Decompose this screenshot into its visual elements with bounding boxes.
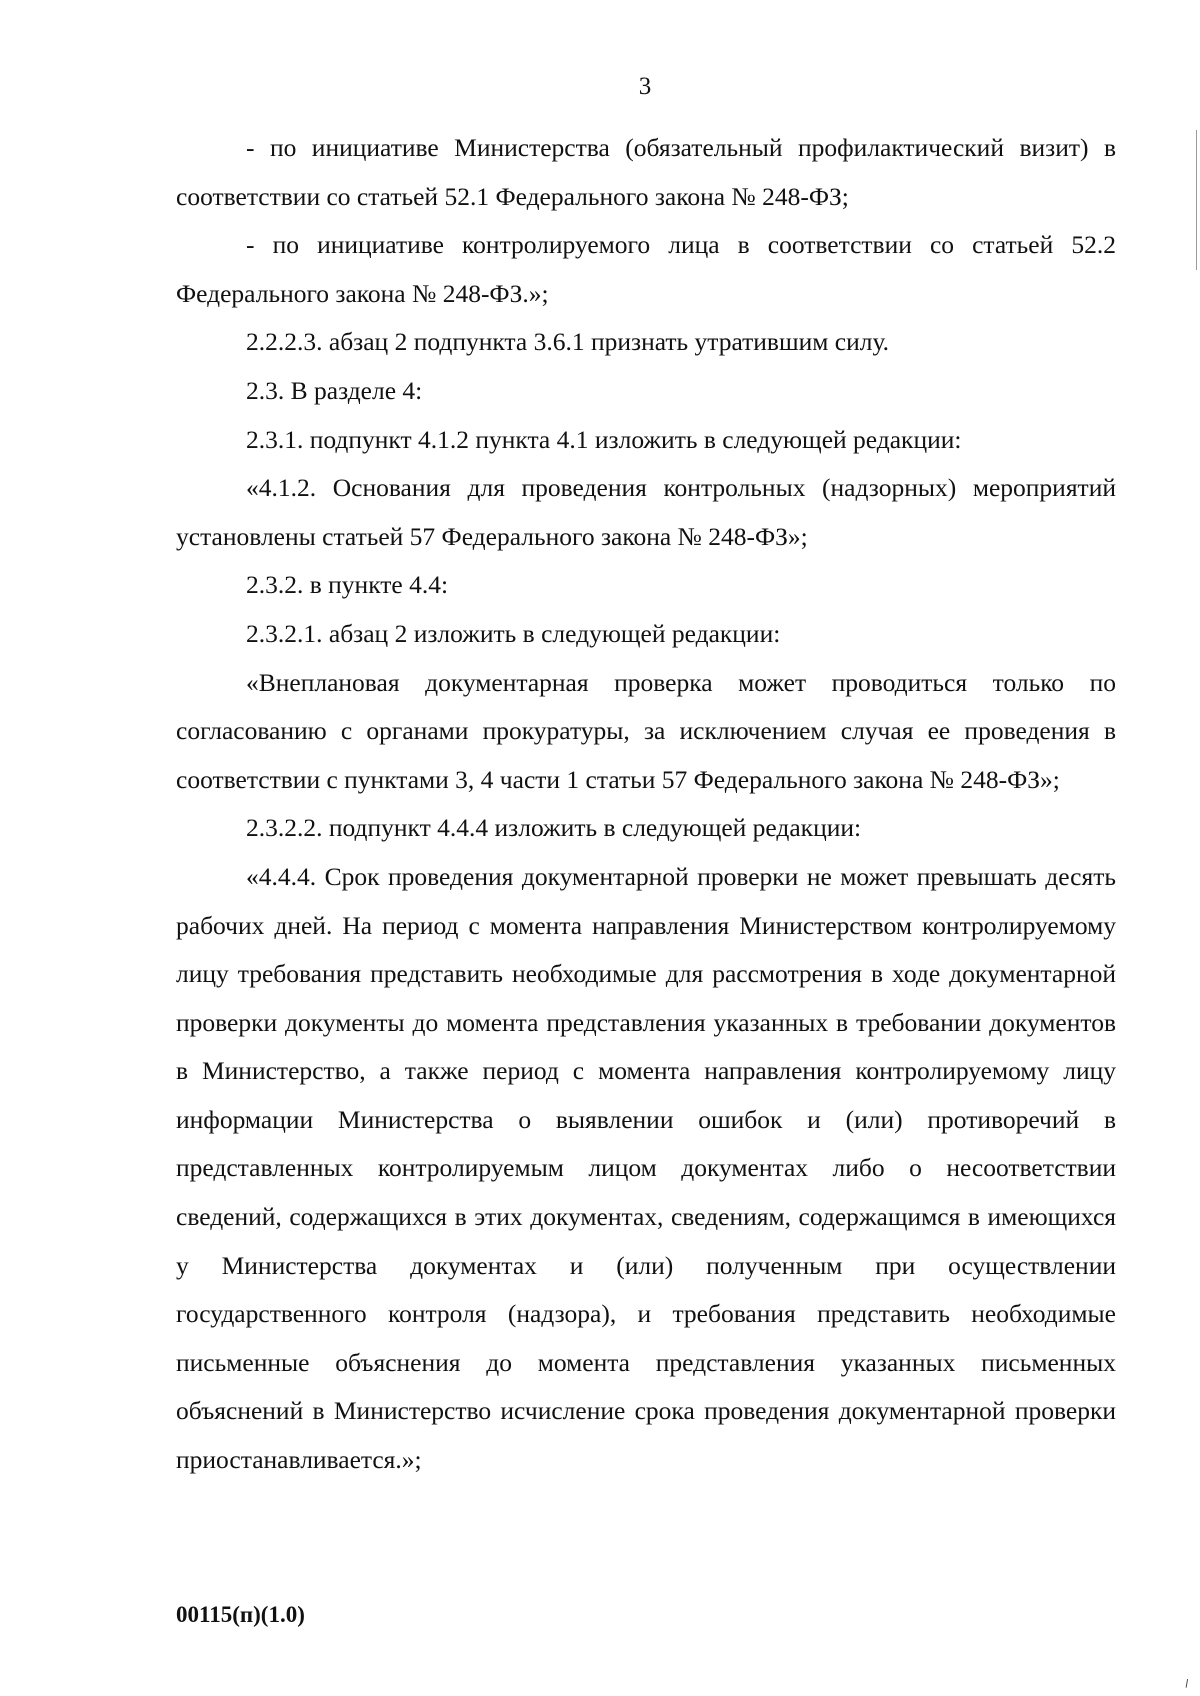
scan-edge-line: [1196, 130, 1197, 270]
paragraph: 2.3.2.1. абзац 2 изложить в следующей редакции:: [246, 618, 781, 648]
document-body: [176, 124, 1116, 1485]
paragraph: 2.3.2.2. подпункт 4.4.4 изложить в следующей редакции:: [246, 813, 862, 843]
paragraph: 2.2.2.3. абзац 2 подпункта 3.6.1 признать утратившим силу.: [246, 327, 890, 357]
paragraph: - по инициативе Министерства (обязательный профилактический визит) в соответствии со статьей 52.1 Федерального закона № 248-ФЗ;: [176, 133, 1116, 211]
corner-scan-mark: ⸝: [1175, 1669, 1194, 1691]
paragraph: 2.3.1. подпункт 4.1.2 пункта 4.1 изложить в следующей редакции:: [246, 424, 962, 454]
footer-code: 00115(п)(1.0): [176, 1602, 305, 1627]
paragraph: «4.1.2. Основания для проведения контрольных (надзорных) мероприятий установлены статьей 57 Федерального закона № 248-ФЗ»;: [176, 473, 1116, 551]
paragraph: 2.3.2. в пункте 4.4:: [246, 570, 449, 600]
paragraph: - по инициативе контролируемого лица в соответствии со статьей 52.2 Федерального закона № 248-ФЗ.»;: [176, 230, 1116, 308]
paragraph: «Внеплановая документарная проверка может проводиться только по согласованию с органами прокуратуры, за исключением случая ее проведения в соответствии с пунктами 3, 4 части 1 статьи 57 Федерального закона № 248-ФЗ»;: [176, 667, 1116, 794]
paragraph: 2.3. В разделе 4:: [246, 375, 423, 405]
paragraph: «4.4.4. Срок проведения документарной проверки не может превышать десять рабочих дней. На период с момента направления Министерством контролируемому лицу требования представить необходимые для рассмотрения в ходе документарной проверки документы до момента представления указанных в требовании документов в Министерство, а также период с момента направления контролируемому лицу информации Министерства о выявлении ошибок и (или) противоречий в представленных контролируемым лицом документах либо о несоответствии сведений, содержащихся в этих документах, сведениям, содержащимся в имеющихся у Министерства документах и (или) полученным при осуществлении государственного контроля (надзора), и требования представить необходимые письменные объяснения до момента представления указанных письменных объяснений в Министерство исчисление срока проведения документарной проверки приостанавливается.»;: [176, 861, 1116, 1475]
page-number: 3: [638, 73, 652, 100]
